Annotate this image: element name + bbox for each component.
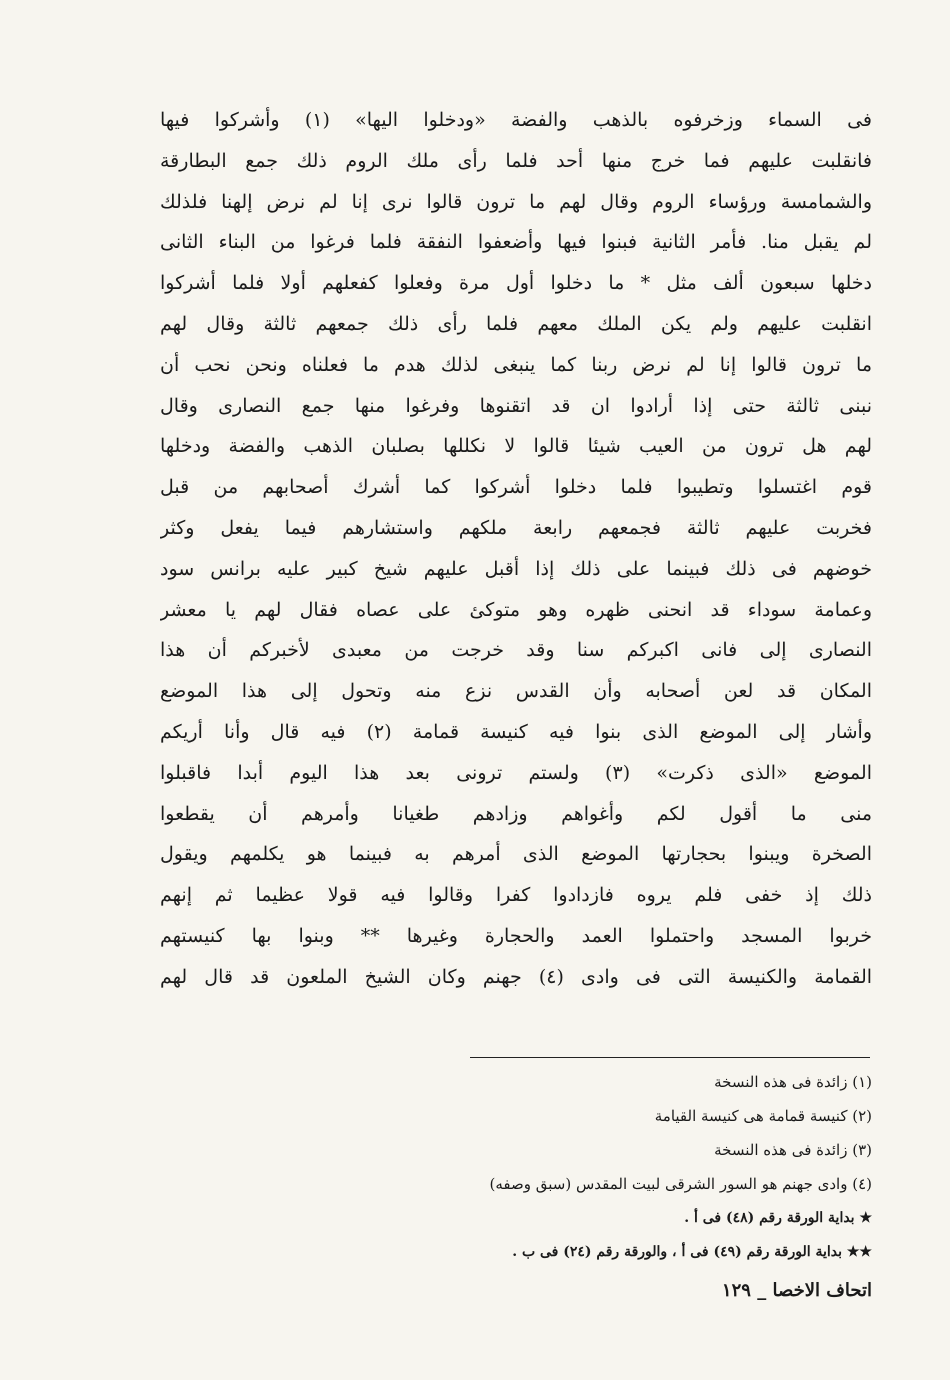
footnote-divider [470, 1057, 870, 1058]
text-line: منى ما أقول لكم وأغواهم وزادهم طغيانا وأمرهم أن يقطعوا [160, 802, 872, 825]
text-line: قوم اغتسلوا وتطيبوا فلما دخلوا أشركوا كما أشرك أصحابهم من قبل [160, 476, 872, 499]
folio-note: ★ بداية الورقة رقم (٤٨) فى أ . [684, 1210, 872, 1226]
text-line: وعمامة سوداء قد انحنى ظهره وهو متوكئ على عصاه فقال لهم يا معشر [160, 598, 872, 621]
footnotes-block [160, 1065, 872, 1269]
footnote: (١) زائدة فى هذه النسخة [714, 1073, 872, 1091]
text-line: فانقلبت عليهم فما خرج منها أحد فلما رأى ملك الروم ذلك جمع البطارقة [160, 149, 872, 172]
text-line: خربوا المسجد واحتملوا العمد والحجارة وغيرها ** وبنوا بها كنيستهم [160, 924, 872, 947]
text-line: والشمامسة ورؤساء الروم وقال لهم ما ترون قالوا نرى إنا لم نرض إلهنا فلذلك [160, 190, 872, 213]
text-line: وأشار إلى الموضع الذى بنوا فيه كنيسة قمامة (٢) فيه قال وأنا أريكم [160, 720, 872, 743]
text-line: ما ترون قالوا إنا لم نرض ربنا كما ينبغى لذلك هدم ما فعلناه ونحن نحب أن [160, 353, 872, 376]
footnote: (٣) زائدة فى هذه النسخة [714, 1141, 872, 1159]
folio-note: ★★ بداية الورقة رقم (٤٩) فى أ ، والورقة رقم (٢٤) فى ب . [512, 1244, 872, 1260]
text-line: لم يقبل منا. فأمر الثانية فبنوا فيها وأضعفوا النفقة فلما فرغوا من البناء الثانى [160, 231, 872, 254]
text-line: انقلبت عليهم ولم يكن الملك معهم فلما رأى ذلك جمعهم ثالثة وقال لهم [160, 312, 872, 335]
text-line: دخلها سبعون ألف مثل * ما دخلوا أول مرة وفعلوا كفعلهم أولا فلما أشركوا [160, 272, 872, 295]
text-line: نبنى ثالثة حتى إذا أرادوا ان قد اتقنوها وفرغوا منها جمع النصارى وقال [160, 394, 872, 417]
text-line: فخربت عليهم ثالثة فجمعهم رابعة ملكهم واستشارهم فيما يفعل وكثر [160, 516, 872, 539]
text-line: ذلك إذ خفى فلم يروه فازدادوا كفرا وقالوا فيه قولا عظيما ثم إنهم [160, 884, 872, 907]
text-line: القمامة والكنيسة التى فى وادى (٤) جهنم وكان الشيخ الملعون قد قال لهم [160, 965, 872, 988]
text-line: الصخرة ويبنوا بحجارتها الموضع الذى أمرهم به فبينما هو يكلمهم ويقول [160, 843, 872, 866]
text-line: الموضع «الذى ذكرت» (٣) ولستم ترونى بعد هذا اليوم أبدا فاقبلوا [160, 761, 872, 784]
footnote: (٢) كنيسة قمامة هى كنيسة القيامة [654, 1107, 872, 1125]
text-line: لهم هل ترون من العيب شيئا قالوا لا نكللها بصلبان الذهب والفضة ودخلها [160, 435, 872, 458]
text-line: فى السماء وزخرفوه بالذهب والفضة «ودخلوا اليها» (١) وأشركوا فيها [160, 109, 872, 131]
footnote: (٤) وادى جهنم هو السور الشرقى لبيت المقدس (سبق وصفه) [489, 1175, 872, 1193]
main-text-block [160, 100, 872, 998]
page-footer: اتحاف الاخصا _ ١٢٩ [721, 1280, 872, 1301]
text-line: خوضهم فى ذلك فبينما على ذلك إذا أقبل عليهم شيخ كبير عليه برانس سود [160, 557, 872, 580]
text-line: النصارى إلى فانى اكبركم سنا وقد خرجت من معبدى لأخبركم أن هذا [160, 639, 872, 662]
text-line: المكان قد لعن أصحابه وأن القدس نزع منه وتحول إلى هذا الموضع [160, 680, 872, 703]
